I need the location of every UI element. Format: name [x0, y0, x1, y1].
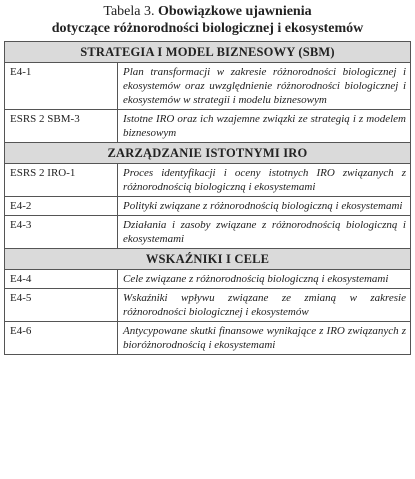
section-heading: WSKAŹNIKI I CELE — [5, 249, 411, 270]
table-caption — [0, 3, 415, 37]
table-row — [5, 164, 411, 197]
disclosure-code: ESRS 2 IRO-1 — [5, 164, 118, 197]
section-heading-row — [5, 42, 411, 63]
disclosure-description: Cele związane z różnorodnością biologiczną i ekosystemami — [118, 270, 411, 289]
table-row — [5, 216, 411, 249]
disclosure-description: Polityki związane z różnorodnością biologiczną i ekosystemami — [118, 197, 411, 216]
disclosure-code: ESRS 2 SBM-3 — [5, 110, 118, 143]
disclosure-code: E4-1 — [5, 63, 118, 110]
disclosure-code: E4-6 — [5, 322, 118, 355]
disclosure-description: Plan transformacji w zakresie różnorodności biologicznej i ekosystemów oraz uwzględnienie różnorodności biologicznej i ekosystemów w strategii i modelu biznesowym — [118, 63, 411, 110]
disclosures-table — [4, 41, 411, 355]
disclosure-description: Istotne IRO oraz ich wzajemne związki ze strategią i z modelem biznesowym — [118, 110, 411, 143]
section-heading-row — [5, 249, 411, 270]
disclosure-description: Działania i zasoby związane z różnorodnością biologiczną i ekosystemami — [118, 216, 411, 249]
disclosure-code: E4-3 — [5, 216, 118, 249]
table-row — [5, 110, 411, 143]
table-row — [5, 289, 411, 322]
section-heading-row — [5, 143, 411, 164]
disclosure-description: Proces identyfikacji i oceny istotnych IRO związanych z różnorodnością biologiczną i ekosystemami — [118, 164, 411, 197]
caption-title-line-1: Obowiązkowe ujawnienia — [157, 4, 312, 19]
section-heading: STRATEGIA I MODEL BIZNESOWY (SBM) — [5, 42, 411, 63]
disclosure-description: Wskaźniki wpływu związane ze zmianą w zakresie różnorodności biologicznej i ekosystemów — [118, 289, 411, 322]
caption-title-line-2: dotyczące różnorodności biologicznej i ekosystemów — [51, 21, 364, 36]
table-row — [5, 197, 411, 216]
table-row — [5, 270, 411, 289]
table-row — [5, 63, 411, 110]
table-row — [5, 322, 411, 355]
disclosure-code: E4-5 — [5, 289, 118, 322]
disclosure-description: Antycypowane skutki finansowe wynikające z IRO związanych z bioróżnorodnością i ekosystemami — [118, 322, 411, 355]
caption-prefix: Tabela 3. — [103, 4, 158, 19]
section-heading: ZARZĄDZANIE ISTOTNYMI IRO — [5, 143, 411, 164]
disclosure-code: E4-2 — [5, 197, 118, 216]
disclosure-code: E4-4 — [5, 270, 118, 289]
